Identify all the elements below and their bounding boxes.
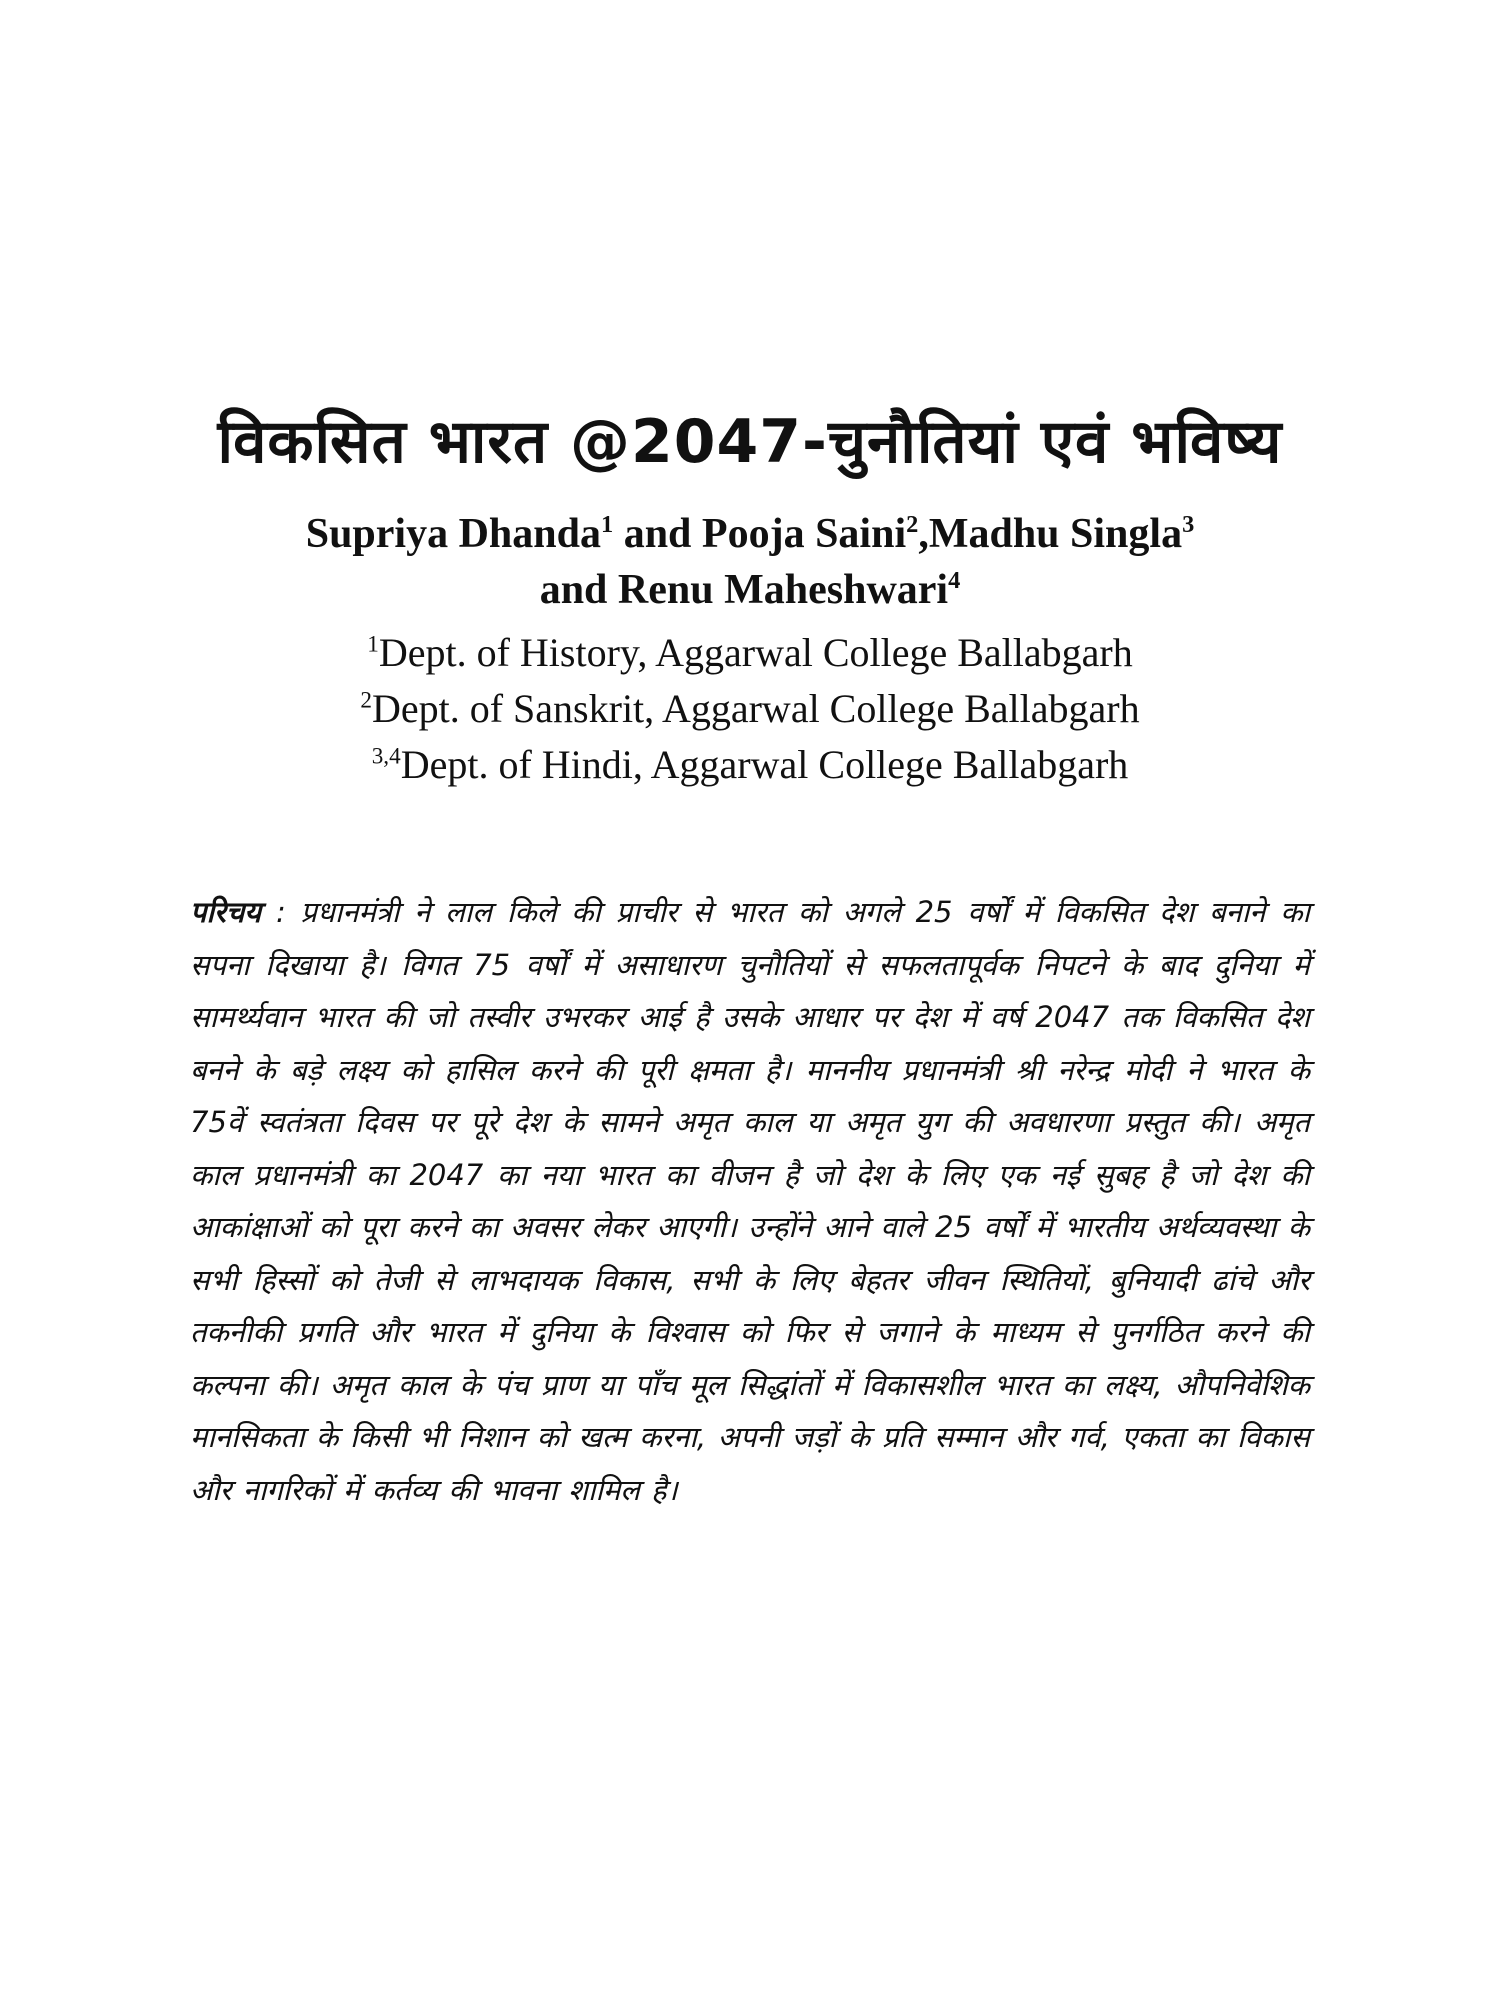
affiliation-line bbox=[0, 737, 1500, 793]
author-name: Pooja Saini bbox=[701, 511, 907, 557]
author-superscript: 2 bbox=[906, 511, 919, 538]
author-separator: , bbox=[918, 511, 929, 557]
affiliation-superscript: 1 bbox=[367, 631, 379, 658]
affiliation-text: Dept. of Hindi, Aggarwal College Ballabgarh bbox=[400, 742, 1129, 787]
author-superscript: 4 bbox=[948, 567, 961, 594]
affiliation-superscript: 2 bbox=[360, 687, 372, 714]
affiliation-line bbox=[0, 681, 1500, 737]
author-name: Madhu Singla bbox=[928, 511, 1183, 557]
intro-text: : प्रधानमंत्री ने लाल किले की प्राचीर से भारत को अगले 25 वर्षों में विकसित देश बनाने का सपना दिखाया है। विगत 75 वर्षों में असाधारण चुनौतियों से सफलतापूर्वक निपटने के बाद दुनिया में सामर्थ्यवान भारत की जो तस्वीर उभरकर आई है उसके आधार पर देश में वर्ष 2047 तक विकसित देश बनने के बड़े लक्ष्य को हासिल करने की पूरी क्षमता है। माननीय प्रधानमंत्री श्री नरेन्द्र मोदी ने भारत के 75वें स्वतंत्रता दिवस पर पूरे देश के सामने अमृत काल या अमृत युग की अवधारणा प्रस्तुत की। अमृत काल प्रधानमंत्री का 2047 का नया भारत का वीजन है जो देश के लिए एक नई सुबह है जो देश की आकांक्षाओं को पूरा करने का अवसर लेकर आएगी। उन्होंने आने वाले 25 वर्षों में भारतीय अर्थव्यवस्था के सभी हिस्सों को तेजी से लाभदायक विकास, सभी के लिए बेहतर जीवन स्थितियों, बुनियादी ढांचे और तकनीकी प्रगति और भारत में दुनिया के विश्वास को फिर से जगाने के माध्यम से पुनर्गठित करने की कल्पना की। अमृत काल के पंच प्राण या पाँच मूल सिद्धांतों में विकासशील भारत का लक्ष्य, औपनिवेशिक मानसिकता के किसी भी निशान को खत्म करना, अपनी जड़ों के प्रति सम्मान और गर्व, एकता का विकास और नागरिकों में कर्तव्य की भावना शामिल है। bbox=[190, 895, 1310, 1507]
affiliation-line bbox=[0, 625, 1500, 681]
author-separator: and bbox=[613, 511, 702, 557]
author-name: Renu Maheshwari bbox=[617, 567, 949, 613]
affiliation-list bbox=[0, 625, 1500, 793]
paper-title: विकसित भारत @2047-चुनौतियां एवं भविष्य bbox=[217, 407, 1283, 478]
affiliation-superscript: 3,4 bbox=[371, 743, 401, 770]
author-superscript: 1 bbox=[601, 511, 614, 538]
affiliation-text: Dept. of Sanskrit, Aggarwal College Ballabgarh bbox=[371, 686, 1140, 731]
author-superscript: 3 bbox=[1182, 511, 1195, 538]
author-separator: and bbox=[539, 567, 618, 613]
affiliation-text: Dept. of History, Aggarwal College Ballabgarh bbox=[378, 630, 1133, 675]
author-name: Supriya Dhanda bbox=[305, 511, 602, 557]
intro-label: परिचय bbox=[190, 895, 262, 929]
author-list bbox=[0, 506, 1500, 618]
intro-paragraph bbox=[190, 886, 1310, 1516]
